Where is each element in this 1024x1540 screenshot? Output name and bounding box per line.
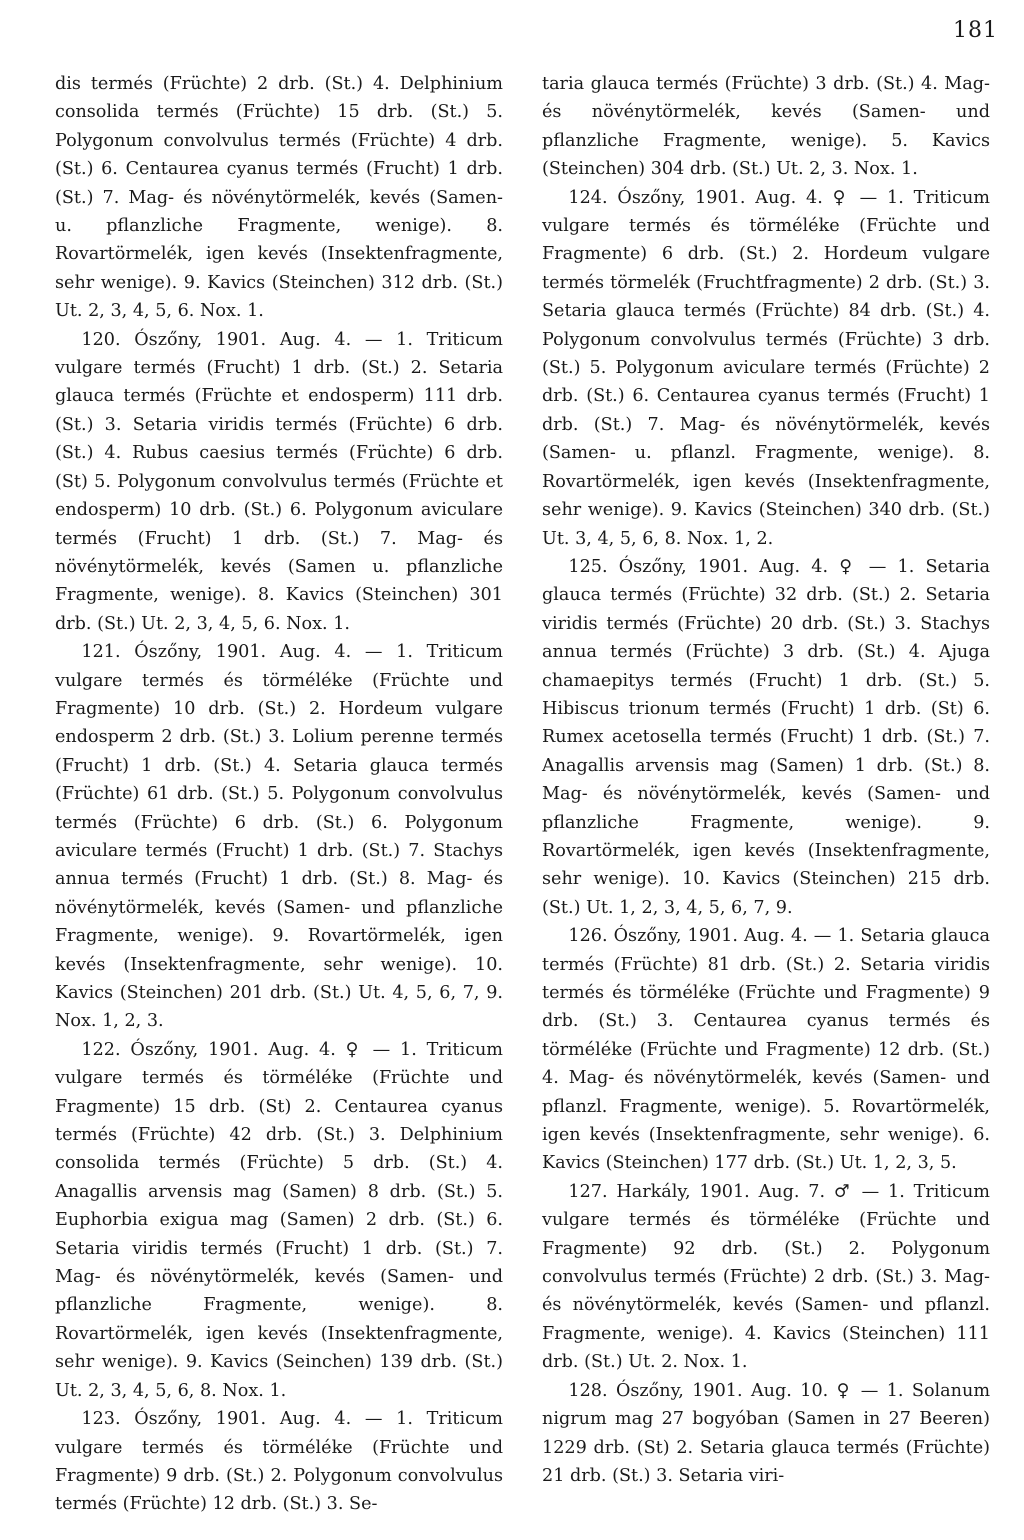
paragraph: 125. Ószőny, 1901. Aug. 4. ♀ — 1. Setaria glauca termés (Früchte) 32 drb. (St.) 2. Setaria viridis termés (Früchte) 20 drb. (St.) 3. Stachys annua termés (Früchte) 3 drb. (St.) 4. Ajuga chamaepitys termés (Frucht) 1 drb. (St.) 5. Hibiscus trionum termés (Frucht) 1 drb. (St) 6. Rumex acetosella termés (Frucht) 1 drb. (St.) 7. Anagallis arvensis mag (Samen) 1 drb. (St.) 8. Mag- és növénytörmelék, kevés (Samen- und pflanzliche Fragmente, wenige). 9. Rovartörmelék, igen kevés (Insektenfragmente, sehr wenige). 10. Kavics (Steinchen) 215 drb. (St.) Ut. 1, 2, 3, 4, 5, 6, 7, 9.	[542, 556, 990, 918]
paragraph: 120. Ószőny, 1901. Aug. 4. — 1. Triticum vulgare termés (Frucht) 1 drb. (St.) 2. Setaria glauca termés (Früchte et endosperm) 111 drb. (St.) 3. Setaria viridis termés (Früchte) 6 drb. (St.) 4. Rubus caesius termés (Früchte) 6 drb. (St) 5. Polygonum convolvulus termés (Früchte et endosperm) 10 drb. (St.) 6. Polygonum aviculare termés (Frucht) 1 drb. (St.) 7. Mag- és növénytörmelék, kevés (Samen u. pflanzliche Fragmente, wenige). 8. Kavics (Steinchen) 301 drb. (St.) Ut. 2, 3, 4, 5, 6. Nox. 1.	[55, 329, 503, 634]
paragraph: 126. Ószőny, 1901. Aug. 4. — 1. Setaria glauca termés (Früchte) 81 drb. (St.) 2. Setaria viridis termés és törméléke (Früchte und Fragmente) 9 drb. (St.) 3. Centaurea cyanus termés és törméléke (Früchte und Fragmente) 12 drb. (St.) 4. Mag- és növénytörmelék, kevés (Samen- und pflanzl. Fragmente, wenige). 5. Rovartörmelék, igen kevés (Insektenfragmente, sehr wenige). 6. Kavics (Steinchen) 177 drb. (St.) Ut. 1, 2, 3, 5.	[542, 926, 990, 1174]
left-column	[55, 70, 503, 1519]
paragraph: dis termés (Früchte) 2 drb. (St.) 4. Delphinium consolida termés (Früchte) 15 drb. (St.) 5. Polygonum convolvulus termés (Früchte) 4 drb. (St.) 6. Centaurea cyanus termés (Frucht) 1 drb. (St.) 7. Mag- és növénytörmelék, kevés (Samen- u. pflanzliche Fragmente, wenige). 8. Rovartörmelék, igen kevés (Insektenfragmente, sehr wenige). 9. Kavics (Steinchen) 312 drb. (St.) Ut. 2, 3, 4, 5, 6. Nox. 1.	[55, 74, 503, 322]
right-column	[542, 70, 990, 1519]
paragraph: 123. Ószőny, 1901. Aug. 4. — 1. Triticum vulgare termés és törméléke (Früchte und Fragmente) 9 drb. (St.) 2. Polygonum convolvulus termés (Früchte) 12 drb. (St.) 3. Se-	[55, 1409, 503, 1515]
text-columns	[55, 70, 990, 1519]
paragraph: 121. Ószőny, 1901. Aug. 4. — 1. Triticum vulgare termés és törméléke (Früchte und Fragmente) 10 drb. (St.) 2. Hordeum vulgare endosperm 2 drb. (St.) 3. Lolium perenne termés (Frucht) 1 drb. (St.) 4. Setaria glauca termés (Früchte) 61 drb. (St.) 5. Polygonum convolvulus termés (Früchte) 6 drb. (St.) 6. Polygonum aviculare termés (Frucht) 1 drb. (St.) 7. Stachys annua termés (Frucht) 1 drb. (St.) 8. Mag- és növénytörmelék, kevés (Samen- und pflanzliche Fragmente, wenige). 9. Rovartörmelék, igen kevés (Insektenfragmente, sehr wenige). 10. Kavics (Steinchen) 201 drb. (St.) Ut. 4, 5, 6, 7, 9. Nox. 1, 2, 3.	[55, 642, 503, 1032]
paragraph: 124. Ószőny, 1901. Aug. 4. ♀ — 1. Triticum vulgare termés és törméléke (Früchte und Fragmente) 6 drb. (St.) 2. Hordeum vulgare termés törmelék (Fruchtfragmente) 2 drb. (St.) 3. Setaria glauca termés (Früchte) 84 drb. (St.) 4. Polygonum convolvulus termés (Früchte) 3 drb. (St.) 5. Polygonum aviculare termés (Früchte) 2 drb. (St.) 6. Centaurea cyanus termés (Frucht) 1 drb. (St.) 7. Mag- és növénytörmelék, kevés (Samen- u. pflanzl. Fragmente, wenige). 8. Rovartörmelék, igen kevés (Insektenfragmente, sehr wenige). 9. Kavics (Steinchen) 340 drb. (St.) Ut. 3, 4, 5, 6, 8. Nox. 1, 2.	[542, 187, 990, 549]
page-number: 181	[953, 18, 998, 43]
paragraph: taria glauca termés (Früchte) 3 drb. (St.) 4. Mag- és növénytörmelék, kevés (Samen- und pflanzliche Fragmente, wenige). 5. Kavics (Steinchen) 304 drb. (St.) Ut. 2, 3. Nox. 1.	[542, 74, 990, 180]
paragraph: 128. Ószőny, 1901. Aug. 10. ♀ — 1. Solanum nigrum mag 27 bogyóban (Samen in 27 Beeren) 1229 drb. (St) 2. Setaria glauca termés (Früchte) 21 drb. (St.) 3. Setaria viri-	[542, 1380, 990, 1486]
paragraph: 122. Ószőny, 1901. Aug. 4. ♀ — 1. Triticum vulgare termés és törméléke (Früchte und Fragmente) 15 drb. (St) 2. Centaurea cyanus termés (Früchte) 42 drb. (St.) 3. Delphinium consolida termés (Früchte) 5 drb. (St.) 4. Anagallis arvensis mag (Samen) 8 drb. (St.) 5. Euphorbia exigua mag (Samen) 2 drb. (St.) 6. Setaria viridis termés (Frucht) 1 drb. (St.) 7. Mag- és növénytörmelék, kevés (Samen- und pflanzliche Fragmente, wenige). 8. Rovartörmelék, igen kevés (Insektenfragmente, sehr wenige). 9. Kavics (Seinchen) 139 drb. (St.) Ut. 2, 3, 4, 5, 6, 8. Nox. 1.	[55, 1039, 503, 1401]
paragraph: 127. Harkály, 1901. Aug. 7. ♂ — 1. Triticum vulgare termés és törméléke (Früchte und Fragmente) 92 drb. (St.) 2. Polygonum convolvulus termés (Früchte) 2 drb. (St.) 3. Mag- és növénytörmelék, kevés (Samen- und pflanzl. Fragmente, wenige). 4. Kavics (Steinchen) 111 drb. (St.) Ut. 2. Nox. 1.	[542, 1181, 990, 1373]
